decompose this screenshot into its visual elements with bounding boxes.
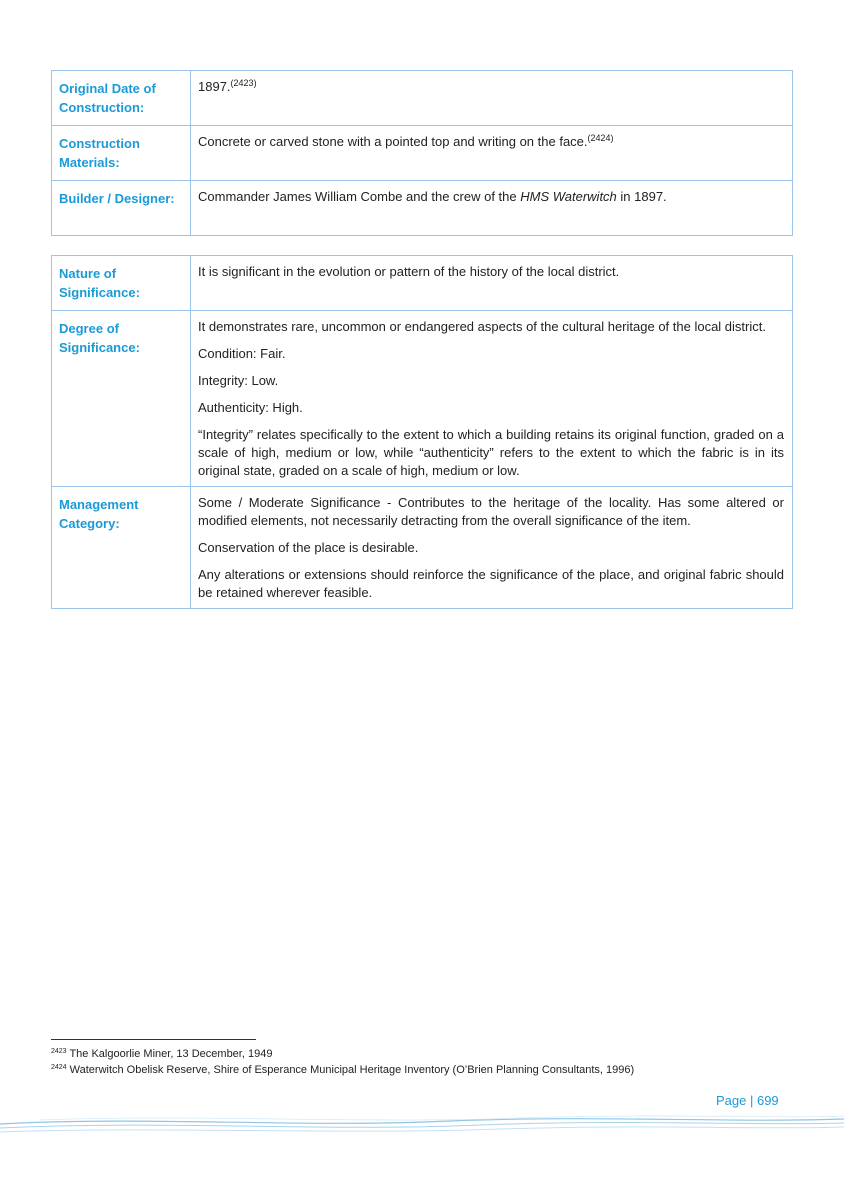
- paragraph: Conservation of the place is desirable.: [198, 540, 419, 555]
- paragraph: It demonstrates rare, uncommon or endangered aspects of the cultural heritage of the local district.: [198, 319, 766, 334]
- significance-table: [51, 255, 793, 609]
- row-value: It is significant in the evolution or pattern of the history of the local district.: [191, 256, 793, 311]
- row-label: Degree of Significance:: [52, 311, 191, 487]
- table-row: [52, 487, 793, 609]
- table-row: [52, 181, 793, 236]
- row-value: 1897.$^{(2423)}$: [191, 71, 793, 126]
- row-label: Construction Materials:: [52, 126, 191, 181]
- footnote-divider: [51, 1039, 256, 1040]
- row-label: Management Category:: [52, 487, 191, 609]
- wave-decoration: [0, 1108, 844, 1138]
- row-value: [191, 487, 793, 609]
- table-row: [52, 126, 793, 181]
- footnote: $^{2423}$ The Kalgoorlie Miner, 13 December, 1949: [51, 1048, 273, 1060]
- table-row: [52, 71, 793, 126]
- row-label: Nature of Significance:: [52, 256, 191, 311]
- row-value: [191, 311, 793, 487]
- paragraph: Authenticity: High.: [198, 400, 303, 415]
- paragraph: Condition: Fair.: [198, 346, 286, 361]
- paragraph: “Integrity” relates specifically to the extent to which a building retains its original function, graded on a scale of high, medium or low, while “authenticity” refers to the extent to which the fabric is in its original state, graded on a scale of high, medium or low.: [198, 427, 784, 478]
- row-label: Original Date of Construction:: [52, 71, 191, 126]
- table-row: [52, 256, 793, 311]
- paragraph: Any alterations or extensions should reinforce the significance of the place, and original fabric should be retained wherever feasible.: [198, 567, 784, 600]
- page-number: Page | 699: [716, 1093, 779, 1108]
- footnote-ref[interactable]: (2424): [587, 133, 614, 143]
- row-value: Commander James William Combe and the crew of the HMS Waterwitch in 1897.: [191, 181, 793, 236]
- construction-table: [51, 70, 793, 236]
- footnote: $^{2424}$ Waterwitch Obelisk Reserve, Shire of Esperance Municipal Heritage Inventory (O’Brien Planning Consultants, 1996): [51, 1064, 635, 1076]
- row-value: Concrete or carved stone with a pointed top and writing on the face.$^{(2424)}$: [191, 126, 793, 181]
- table-row: [52, 311, 793, 487]
- footnote-ref[interactable]: (2423): [230, 78, 257, 88]
- paragraph: Integrity: Low.: [198, 373, 279, 388]
- row-label: Builder / Designer:: [52, 181, 191, 236]
- paragraph: Some / Moderate Significance - Contributes to the heritage of the locality. Has some altered or modified elements, not necessarily detracting from the overall significance of the item.: [198, 495, 784, 528]
